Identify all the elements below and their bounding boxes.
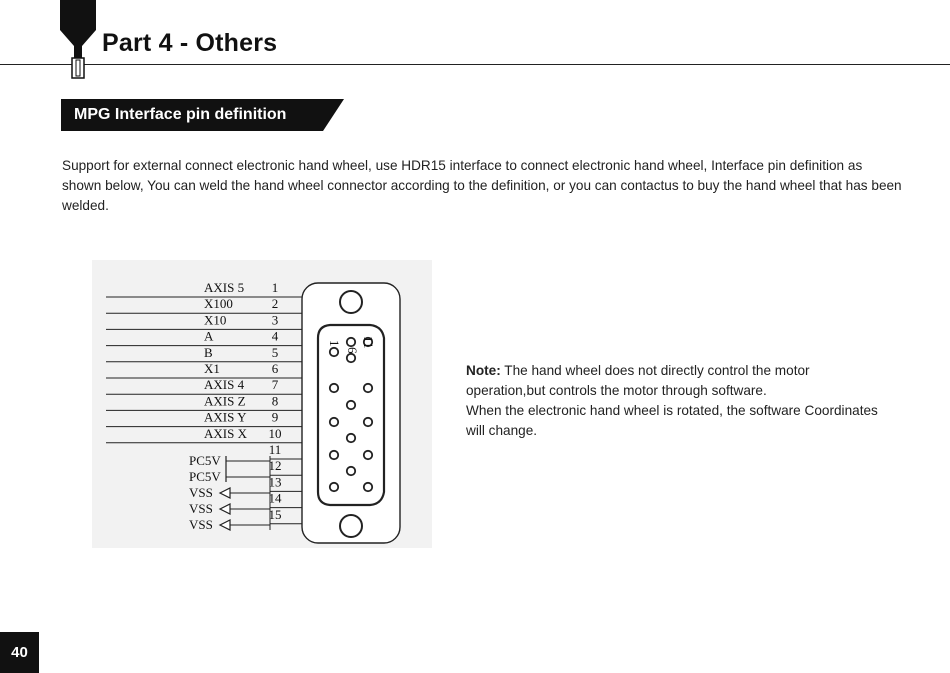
supply-label-5: VSS <box>189 517 213 532</box>
pin-number-10: 10 <box>268 425 282 441</box>
pin-hole <box>364 483 372 491</box>
pin-signal-7: AXIS 4 <box>204 377 245 393</box>
section-title: MPG Interface pin definition <box>74 106 287 123</box>
pin-number-12: 12 <box>268 458 282 474</box>
pin-number-13: 13 <box>268 474 282 490</box>
mount-hole-bottom <box>340 515 362 537</box>
pin-hole <box>330 348 338 356</box>
pin-hole <box>330 451 338 459</box>
supply-label-3: VSS <box>189 485 213 500</box>
pin-signal-5: B <box>204 344 213 360</box>
ground-arrow-3 <box>220 488 230 498</box>
pin-signal-1: AXIS 5 <box>204 280 245 295</box>
pin-number-11: 11 <box>268 442 282 457</box>
supply-label-4: VSS <box>189 501 213 516</box>
page-title: Part 4 - Others <box>102 29 278 57</box>
pin-number-14: 14 <box>268 490 282 506</box>
note <box>466 361 886 441</box>
mount-hole-top <box>340 291 362 313</box>
pin-hole <box>330 483 338 491</box>
pin-number-6: 6 <box>271 361 279 376</box>
pin-number-1: 1 <box>271 280 279 295</box>
pin-number-5: 5 <box>271 344 279 360</box>
pin-hole <box>347 401 355 409</box>
header-rule <box>0 64 950 65</box>
intro-paragraph: Support for external connect electronic hand wheel, use HDR15 interface to connect electronic hand wheel, Interface pin definition as shown below, You can weld the hand wheel connector according to the definition, or you can contactus to buy the hand wheel that has been welded. <box>62 158 902 213</box>
pin-hole <box>347 434 355 442</box>
pin-diagram <box>92 260 432 548</box>
pin-number-4: 4 <box>271 328 279 344</box>
note-label: Note: <box>466 363 501 378</box>
pin-signal-2: X100 <box>204 296 233 312</box>
supply-label-1: PC5V <box>189 453 221 468</box>
connector-label-11: 11 <box>361 336 376 349</box>
note-line-1: The hand wheel does not directly control the motor operation,but controls the motor through software. <box>466 363 810 398</box>
pin-signal-3: X10 <box>204 312 227 328</box>
pin-signal-10: AXIS X <box>204 425 247 441</box>
pin-number-15: 15 <box>268 506 282 522</box>
pin-hole <box>347 354 355 362</box>
pin-number-2: 2 <box>271 296 279 312</box>
pin-hole <box>364 418 372 426</box>
pin-hole <box>330 418 338 426</box>
pin-number-8: 8 <box>271 393 279 409</box>
page-number: 40 <box>0 632 39 673</box>
pen-icon <box>58 0 98 82</box>
pin-signal-9: AXIS Y <box>204 409 247 425</box>
pin-number-9: 9 <box>271 409 279 425</box>
ground-arrow-4 <box>220 504 230 514</box>
connector-label-1: 1 <box>327 340 342 347</box>
supply-label-2: PC5V <box>189 469 221 484</box>
pin-signal-4: A <box>204 328 214 344</box>
ground-arrow-5 <box>220 520 230 530</box>
section-banner <box>61 99 344 131</box>
pin-number-3: 3 <box>271 312 279 328</box>
pin-hole <box>347 467 355 475</box>
pin-signal-6: X1 <box>204 361 220 376</box>
note-line-2: When the electronic hand wheel is rotated, the software Coordinates will change. <box>466 403 878 438</box>
pin-signal-8: AXIS Z <box>204 393 246 409</box>
pin-hole <box>330 384 338 392</box>
pin-hole <box>347 338 355 346</box>
pin-hole <box>364 451 372 459</box>
pin-number-7: 7 <box>271 377 279 393</box>
connector-label-6: 6 <box>345 347 360 354</box>
pin-hole <box>364 384 372 392</box>
